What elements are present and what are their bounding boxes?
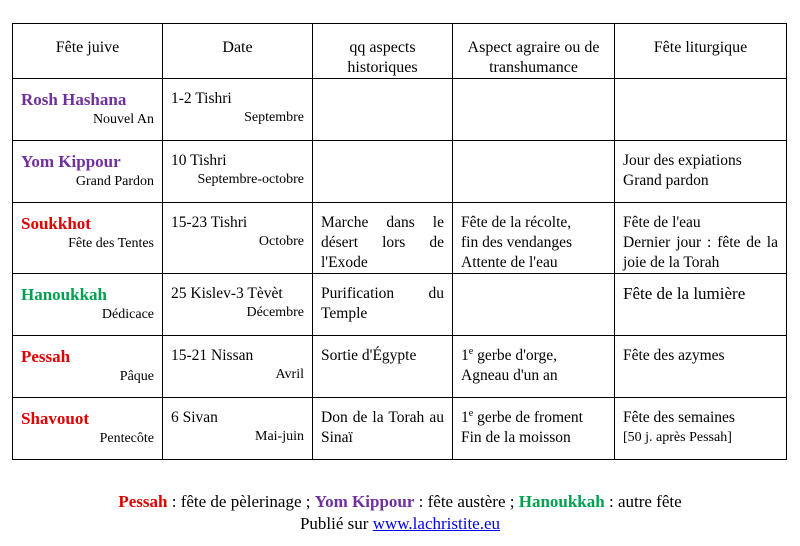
header-liturgique: Fête liturgique	[615, 24, 787, 79]
historique-text: Don de la Torah au Sinaï	[321, 409, 444, 446]
legend-pessah-text: : fête de pèlerinage ;	[167, 492, 315, 511]
agraire-line	[461, 408, 606, 428]
table-row	[13, 203, 787, 274]
legend-yom-text: : fête austère ;	[414, 492, 519, 511]
fete-subtitle: Nouvel An	[92, 112, 154, 127]
date-value: 15-23 Tishri	[171, 214, 248, 231]
table-row	[13, 274, 787, 336]
fete-subtitle: Fête des Tentes	[68, 236, 154, 251]
agraire-line: Fin de la moisson	[461, 429, 571, 446]
fete-name: Shavouot	[21, 409, 90, 428]
liturgique-line: Grand pardon	[623, 172, 709, 189]
date-value: 25 Kislev-3 Tèvèt	[171, 285, 283, 302]
header-historiques: qq aspects historiques	[313, 24, 453, 79]
fete-cell	[13, 274, 163, 336]
legend-yom: Yom Kippour	[314, 492, 415, 511]
historique-text: Marche dans le désert lors de l'Exode	[321, 214, 444, 271]
date-cell	[163, 203, 313, 274]
date-value: 10 Tishri	[171, 152, 227, 169]
liturgique-line: Fête de la lumière	[623, 284, 746, 303]
liturgique-cell	[615, 274, 787, 336]
liturgique-line: Fête des azymes	[623, 347, 725, 364]
date-cell	[163, 79, 313, 141]
liturgique-cell	[615, 79, 787, 141]
date-value: 6 Sivan	[171, 409, 218, 426]
agraire-cell	[453, 79, 615, 141]
date-month: Avril	[275, 367, 304, 382]
date-cell	[163, 336, 313, 398]
fete-subtitle: Grand Pardon	[75, 174, 154, 189]
date-month: Septembre	[244, 110, 304, 125]
agraire-text: gerbe de froment	[477, 409, 583, 426]
agraire-line: Fête de la récolte,	[461, 214, 572, 231]
table-row	[13, 141, 787, 203]
fete-cell	[13, 398, 163, 460]
liturgique-line: Dernier jour : fête de la joie de la Torah	[623, 234, 778, 271]
fete-cell	[13, 336, 163, 398]
date-month: Mai-juin	[255, 429, 304, 444]
date-cell	[163, 141, 313, 203]
table-row	[13, 398, 787, 460]
agraire-line: Agneau d'un an	[461, 367, 558, 384]
fete-name: Pessah	[21, 347, 71, 366]
historique-cell	[313, 274, 453, 336]
fete-subtitle: Pâque	[119, 369, 154, 384]
date-month: Septembre-octobre	[197, 172, 304, 187]
date-cell	[163, 274, 313, 336]
ordinal-number: 1	[461, 347, 469, 364]
liturgique-cell	[615, 141, 787, 203]
legend-hanoukkah-text: : autre fête	[604, 492, 682, 511]
fete-cell	[13, 141, 163, 203]
ordinal-suffix: e	[468, 345, 474, 357]
fete-name: Yom Kippour	[21, 152, 121, 171]
fete-subtitle: Dédicace	[101, 307, 154, 322]
historique-cell	[313, 79, 453, 141]
legend-footer	[0, 492, 800, 512]
historique-cell	[313, 398, 453, 460]
liturgique-cell	[615, 203, 787, 274]
date-month: Octobre	[258, 234, 304, 249]
fete-name: Soukkhot	[21, 214, 91, 233]
date-value: 15-21 Nissan	[171, 347, 254, 364]
liturgique-cell	[615, 336, 787, 398]
fete-name: Rosh Hashana	[21, 90, 127, 109]
header-date: Date	[163, 24, 313, 79]
published-footer	[0, 514, 800, 534]
agraire-text: gerbe d'orge,	[477, 347, 558, 364]
agraire-line: Attente de l'eau	[461, 254, 558, 271]
historique-text: Purification du Temple	[321, 285, 444, 322]
legend-pessah: Pessah	[118, 492, 168, 511]
liturgique-line: Fête des semaines	[623, 409, 735, 426]
fete-cell	[13, 79, 163, 141]
table-row	[13, 336, 787, 398]
date-value: 1-2 Tishri	[171, 90, 232, 107]
agraire-cell	[453, 203, 615, 274]
agraire-cell	[453, 336, 615, 398]
legend-hanoukkah: Hanoukkah	[518, 492, 605, 511]
liturgique-line: Jour des expiations	[623, 152, 742, 169]
festivals-table	[12, 23, 787, 460]
agraire-cell	[453, 141, 615, 203]
historique-cell	[313, 203, 453, 274]
fete-cell	[13, 203, 163, 274]
date-cell	[163, 398, 313, 460]
date-month: Décembre	[246, 305, 304, 320]
header-agraire: Aspect agraire ou de transhumance	[453, 24, 615, 79]
site-link[interactable]: www.lachristite.eu	[372, 514, 501, 533]
liturgique-line: Fête de l'eau	[623, 214, 701, 231]
agraire-line: fin des vendanges	[461, 234, 573, 251]
header-row	[13, 24, 787, 79]
fete-subtitle: Pentecôte	[99, 431, 154, 446]
historique-text: Sortie d'Égypte	[321, 347, 417, 364]
ordinal-suffix: e	[468, 407, 474, 419]
table-row	[13, 79, 787, 141]
historique-cell	[313, 336, 453, 398]
agraire-cell	[453, 274, 615, 336]
historique-cell	[313, 141, 453, 203]
published-prefix: Publié sur	[299, 514, 373, 533]
liturgique-cell	[615, 398, 787, 460]
agraire-line	[461, 346, 606, 366]
header-fete-juive: Fête juive	[13, 24, 163, 79]
ordinal-number: 1	[461, 409, 469, 426]
liturgique-line: [50 j. après Pessah]	[623, 430, 732, 445]
agraire-cell	[453, 398, 615, 460]
fete-name: Hanoukkah	[21, 285, 107, 304]
